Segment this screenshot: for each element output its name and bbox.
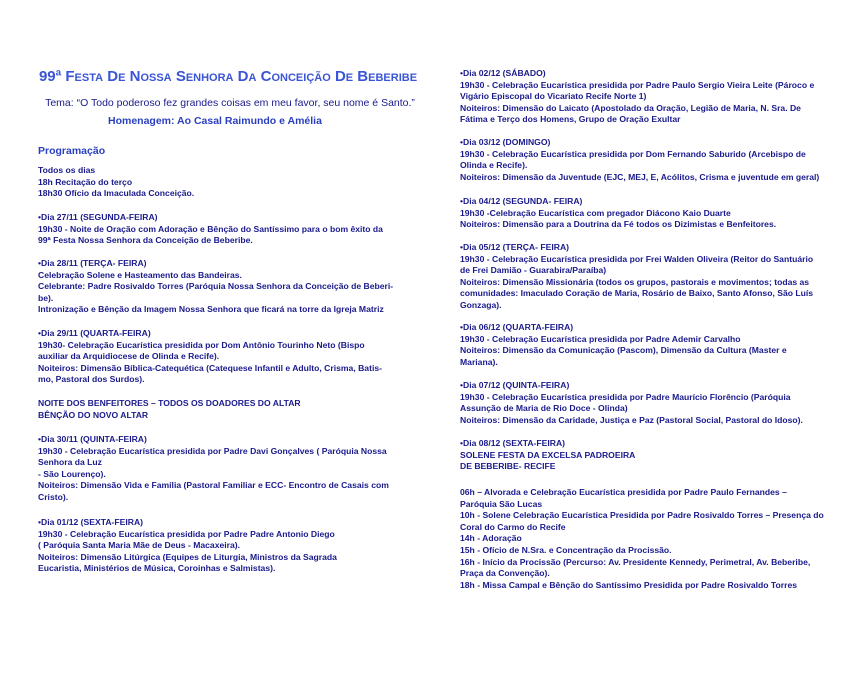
title-word: BEBERIBE xyxy=(357,68,418,85)
schedule-line: Fátima e Terço dos Homens, Grupo de Oração Exultar xyxy=(460,114,681,125)
schedule-line: de Frei Damião - Guarabira/Paraíba) xyxy=(460,265,607,276)
schedule-line: DE BEBERIBE- RECIFE xyxy=(460,461,556,472)
schedule-line: Noiteiros: Dimensão da Caridade, Justiça e Paz (Pastoral Social, Pastoral do Idoso). xyxy=(460,414,803,425)
schedule-line: Intronização e Bênção da Imagem Nossa Senhora que ficará na torre da Igreja Matriz xyxy=(38,304,384,315)
schedule-line: •Dia 07/12 (QUINTA-FEIRA) xyxy=(460,380,570,390)
schedule-line: •Dia 08/12 (SEXTA-FEIRA) xyxy=(460,438,566,448)
schedule-line: 19h30- Celebração Eucarística presidida por Dom Antônio Tourinho Neto (Bispo xyxy=(38,339,365,350)
schedule-line: Noiteiros: Dimensão Bíblica-Catequética (Catequese Infantil e Adulto, Crisma, Batis- xyxy=(38,362,382,373)
schedule-block xyxy=(38,258,393,316)
schedule-block xyxy=(38,517,337,575)
schedule-line: 19h30 -Celebração Eucarística com pregador Diácono Kaio Duarte xyxy=(460,207,731,218)
schedule-line: 14h - Adoração xyxy=(460,533,522,544)
schedule-line: •Dia 05/12 (TERÇA- FEIRA) xyxy=(460,242,570,252)
schedule-line: Noiteiros: Dimensão Vida e Família (Pastoral Familiar e ECC- Encontro de Casais com xyxy=(38,480,389,491)
homage-line: Homenagem: Ao Casal Raimundo e Amélia xyxy=(108,115,322,127)
schedule-line: Noiteiros: Dimensão da Comunicação (Pascom), Dimensão da Cultura (Master e xyxy=(460,345,787,356)
schedule-line: 10h - Solene Celebração Eucarística Presidida por Padre Rosivaldo Torres – Presença do xyxy=(460,510,824,521)
schedule-line: Noiteiros: Dimensão do Laicato (Apostolado da Oração, Legião de Maria, N. Sra. De xyxy=(460,102,801,113)
schedule-line: 18h30 Ofício da Imaculada Conceição. xyxy=(38,188,195,199)
schedule-line: ( Paróquia Santa Maria Mãe de Deus - Macaxeira). xyxy=(38,540,241,551)
schedule-line: 16h - Início da Procissão (Percurso: Av. Presidente Kennedy, Perimetral, Av. Beberibe, xyxy=(460,556,811,567)
schedule-line: •Dia 30/11 (QUINTA-FEIRA) xyxy=(38,434,147,444)
schedule-line: 19h30 - Celebração Eucarística presidida por Padre Maurício Florêncio (Paróquia xyxy=(460,391,791,402)
title-word: SENHORA xyxy=(175,68,234,85)
schedule-line: •Dia 27/11 (SEGUNDA-FEIRA) xyxy=(38,212,158,222)
schedule-line: mo, Pastoral dos Surdos). xyxy=(38,374,145,385)
schedule-line: NOITE DOS BENFEITORES – TODOS OS DOADORES DO ALTAR xyxy=(38,398,301,408)
schedule-block xyxy=(460,380,803,426)
title-word: DE xyxy=(107,68,126,85)
schedule-line: Mariana). xyxy=(460,356,498,367)
schedule-line: 19h30 - Celebração Eucarística presidida por Padre Paulo Sergio Vieira Leite (Pároco e xyxy=(460,79,815,90)
schedule-line: 19h30 - Celebração Eucarística presidida por Padre Davi Gonçalves ( Paróquia Nossa xyxy=(38,445,387,456)
schedule-line: Noiteiros: Dimensão Missionária (todos os grupos, pastorais e movimentos; todas as xyxy=(460,276,810,287)
schedule-line: BÊNÇÃO DO NOVO ALTAR xyxy=(38,409,149,420)
schedule-line: Eucaristia, Ministérios de Música, Coroinhas e Salmistas). xyxy=(38,563,276,574)
schedule-block xyxy=(38,328,382,386)
schedule-line: Celebração Solene e Hasteamento das Bandeiras. xyxy=(38,269,242,280)
schedule-line: 19h30 - Celebração Eucarística presidida por Dom Fernando Saburido (Arcebispo de xyxy=(460,148,806,159)
schedule-line: be). xyxy=(38,292,54,303)
schedule-line: Assunção de Maria de Rio Doce - Olinda) xyxy=(460,403,628,414)
schedule-line: Praça da Convenção). xyxy=(460,568,550,579)
schedule-line: auxiliar da Arquidiocese de Olinda e Recife). xyxy=(38,351,220,362)
schedule-block xyxy=(460,487,824,591)
title-word: NOSSA xyxy=(129,68,172,85)
schedule-line: •Dia 04/12 (SEGUNDA- FEIRA) xyxy=(460,196,583,206)
page-title xyxy=(38,68,418,85)
theme-line: Tema: “O Todo poderoso fez grandes coisas em meu favor, seu nome é Santo.” xyxy=(45,97,415,109)
schedule-line: •Dia 06/12 (QUARTA-FEIRA) xyxy=(460,322,574,332)
schedule-line: 19h30 - Noite de Oração com Adoração e Bênção do Santíssimo para o bom êxito da xyxy=(38,223,383,234)
program-heading: Programação xyxy=(38,145,106,157)
schedule-block xyxy=(38,398,301,421)
schedule-line: comunidades: Imaculado Coração de Maria, Rosário de Baixo, Santo Afonso, São Luís xyxy=(460,288,814,299)
schedule-line: 19h30 - Celebração Eucarística presidida por Padre Ademir Carvalho xyxy=(460,333,741,344)
schedule-line: •Dia 28/11 (TERÇA- FEIRA) xyxy=(38,258,147,268)
schedule-line: •Dia 03/12 (DOMINGO) xyxy=(460,137,551,147)
schedule-line: Noiteiros: Dimensão Litúrgica (Equipes de Liturgia, Ministros da Sagrada xyxy=(38,551,337,562)
title-word: CONCEIÇÃO xyxy=(260,68,331,85)
schedule-block xyxy=(460,242,813,312)
schedule-line: •Dia 29/11 (QUARTA-FEIRA) xyxy=(38,328,151,338)
schedule-line: Noiteiros: Dimensão para a Doutrina da Fé todos os Dizimistas e Benfeitores. xyxy=(460,219,777,230)
schedule-line: •Dia 02/12 (SÁBADO) xyxy=(460,68,546,78)
schedule-line: Coral do Carmo do Recife xyxy=(460,521,566,532)
schedule-line: SOLENE FESTA DA EXCELSA PADROEIRA xyxy=(460,449,636,460)
schedule-line: 99ª Festa Nossa Senhora da Conceição de Beberibe. xyxy=(38,235,253,246)
schedule-line: Todos os dias xyxy=(38,165,96,175)
schedule-block xyxy=(38,165,194,200)
schedule-line: Senhora da Luz xyxy=(38,457,102,468)
title-word: DE xyxy=(334,68,354,85)
schedule-line: Celebrante: Padre Rosivaldo Torres (Paróquia Nossa Senhora da Conceição de Beberi- xyxy=(38,281,394,292)
schedule-block xyxy=(460,322,787,368)
schedule-block xyxy=(460,137,819,183)
title-word: FESTA xyxy=(65,68,104,85)
title-number: 99ª xyxy=(38,68,62,85)
schedule-block xyxy=(38,212,383,247)
schedule-line: Paróquia São Lucas xyxy=(460,498,543,509)
schedule-line: 18h - Missa Campal e Bênção do Santíssimo Presidida por Padre Rosivaldo Torres xyxy=(460,579,798,590)
title-word: DA xyxy=(237,68,257,85)
schedule-block xyxy=(460,196,776,231)
schedule-block xyxy=(460,68,814,126)
schedule-block xyxy=(38,434,389,504)
schedule-line: 06h – Alvorada e Celebração Eucarística presidida por Padre Paulo Fernandes – xyxy=(460,487,787,497)
schedule-block xyxy=(460,438,635,473)
schedule-line: Olinda e Recife). xyxy=(460,160,528,171)
schedule-line: 18h Recitação do terço xyxy=(38,176,133,187)
schedule-line: Gonzaga). xyxy=(460,299,502,310)
schedule-line: 19h30 - Celebração Eucarística presidida por Frei Walden Oliveira (Reitor do Santuário xyxy=(460,253,814,264)
schedule-line: Cristo). xyxy=(38,491,69,502)
schedule-line: Vigário Episcopal do Vicariato Recife Norte 1) xyxy=(460,91,647,102)
schedule-line: •Dia 01/12 (SEXTA-FEIRA) xyxy=(38,517,144,527)
schedule-line: - São Lourenço). xyxy=(38,468,106,479)
schedule-line: 19h30 - Celebração Eucarística presidida por Padre Padre Antonio Diego xyxy=(38,528,335,539)
schedule-line: 15h - Ofício de N.Sra. e Concentração da Procissão. xyxy=(460,544,672,555)
schedule-line: Noiteiros: Dimensão da Juventude (EJC, MEJ, E, Acólitos, Crisma e juventude em geral) xyxy=(460,171,820,182)
